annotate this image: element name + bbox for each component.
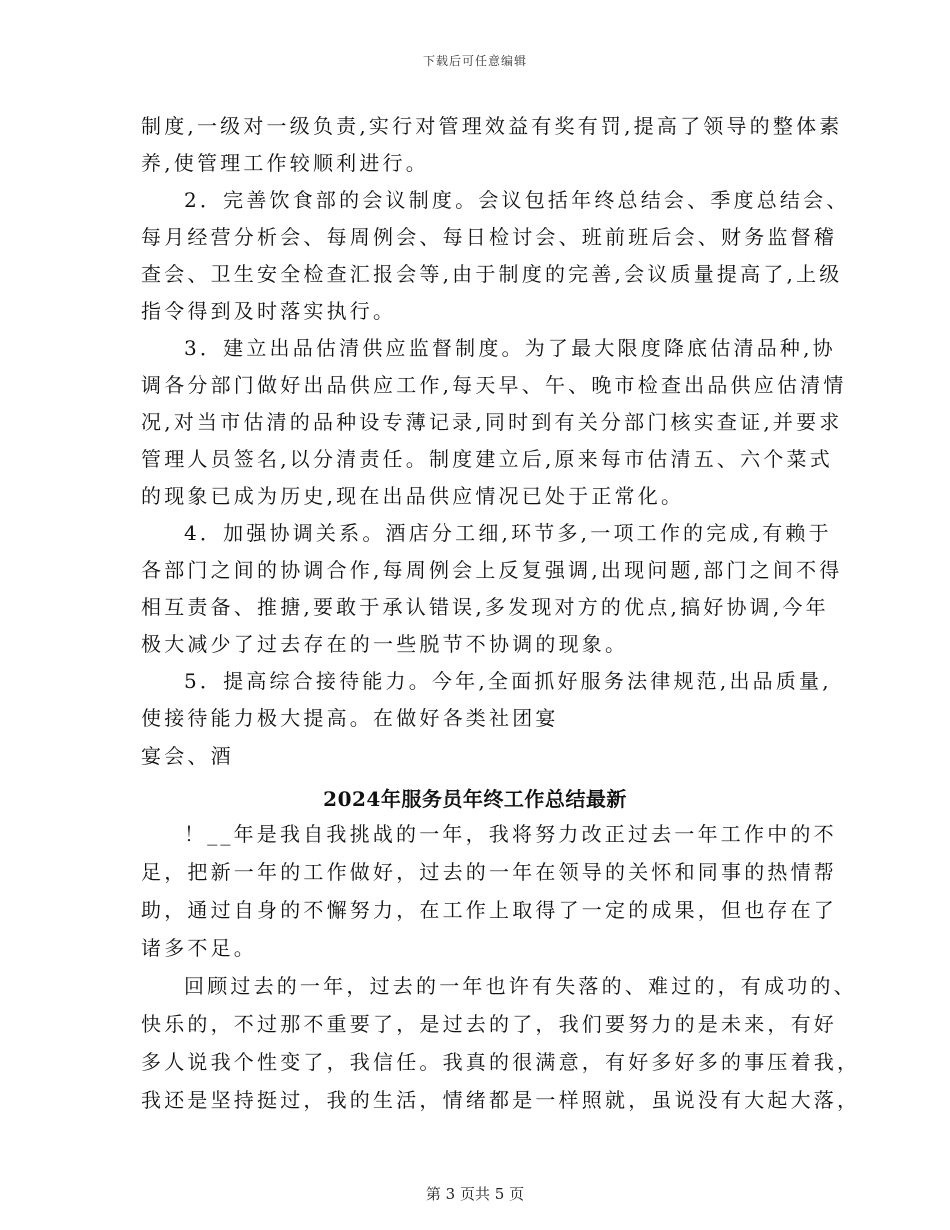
paragraph-line: 况,对当市估清的品种设专薄记录,同时到有关分部门核实查证,并要求 <box>141 410 843 434</box>
paragraph-line: 我还是坚持挺过，我的生活，情绪都是一样照就，虽说没有大起大落， <box>141 1088 861 1112</box>
page-header: 下载后可任意编辑 <box>422 54 527 68</box>
paragraph-line: 回顾过去的一年，过去的一年也许有失落的、难过的，有成功的、 <box>184 974 857 998</box>
paragraph-line: 4．加强协调关系。酒店分工细,环节多,一项工作的完成,有赖于 <box>184 521 832 545</box>
paragraph-line: 使接待能力极大提高。在做好各类社团宴 <box>141 706 559 730</box>
paragraph-line: 多人说我个性变了，我信任。我真的很满意，有好多好多的事压着我， <box>141 1050 861 1074</box>
paragraph-line: 5．提高综合接待能力。今年,全面抓好服务法律规范,出品质量, <box>184 669 832 693</box>
section-title: 2024年服务员年终工作总结最新 <box>323 787 627 811</box>
paragraph-line: 相互责备、推搪,要敢于承认错误,多发现对方的优点,搞好协调,今年 <box>141 595 829 619</box>
paragraph-line: 查会、卫生安全检查汇报会等,由于制度的完善,会议质量提高了,上级 <box>141 262 843 286</box>
paragraph-line: 助，通过自身的不懈努力，在工作上取得了一定的成果，但也存在了 <box>141 898 837 922</box>
paragraph-line: 的现象已成为历史,现在出品供应情况已处于正常化。 <box>141 484 685 508</box>
paragraph-line: 宴会、酒 <box>141 744 234 768</box>
paragraph-line: 各部门之间的协调合作,每周例会上反复强调,出现问题,部门之间不得 <box>141 558 843 582</box>
paragraph-line: ！__年是我自我挑战的一年，我将努力改正过去一年工作中的不 <box>184 822 837 846</box>
page-footer: 第 3 页共 5 页 <box>425 1185 525 1203</box>
paragraph-line: 快乐的，不过那不重要了，是过去的了，我们要努力的是未来，有好 <box>141 1012 837 1036</box>
paragraph-line: 诸多不足。 <box>141 936 257 960</box>
paragraph-line: 3．建立出品估清供应监督制度。为了最大限度降底估清品种,协 <box>184 336 836 360</box>
paragraph-line: 管理人员签名,以分清责任。制度建立后,原来每市估清五、六个菜式 <box>141 447 833 471</box>
paragraph-line: 足，把新一年的工作做好，过去的一年在领导的关怀和同事的热情帮 <box>141 860 837 884</box>
paragraph-line: 指令得到及时落实执行。 <box>141 299 397 323</box>
paragraph-line: 每月经营分析会、每周例会、每日检讨会、班前班后会、财务监督稽 <box>141 225 837 249</box>
paragraph-line: 养,使管理工作较顺利进行。 <box>141 151 429 175</box>
paragraph-line: 调各分部门做好出品供应工作,每天早、午、晚市检查出品供应估清情 <box>141 373 847 397</box>
paragraph-line: 制度,一级对一级负责,实行对管理效益有奖有罚,提高了领导的整体素 <box>141 114 843 138</box>
paragraph-line: 2．完善饮食部的会议制度。会议包括年终总结会、季度总结会、 <box>184 188 850 212</box>
paragraph-line: 极大减少了过去存在的一些脱节不协调的现象。 <box>141 632 629 656</box>
